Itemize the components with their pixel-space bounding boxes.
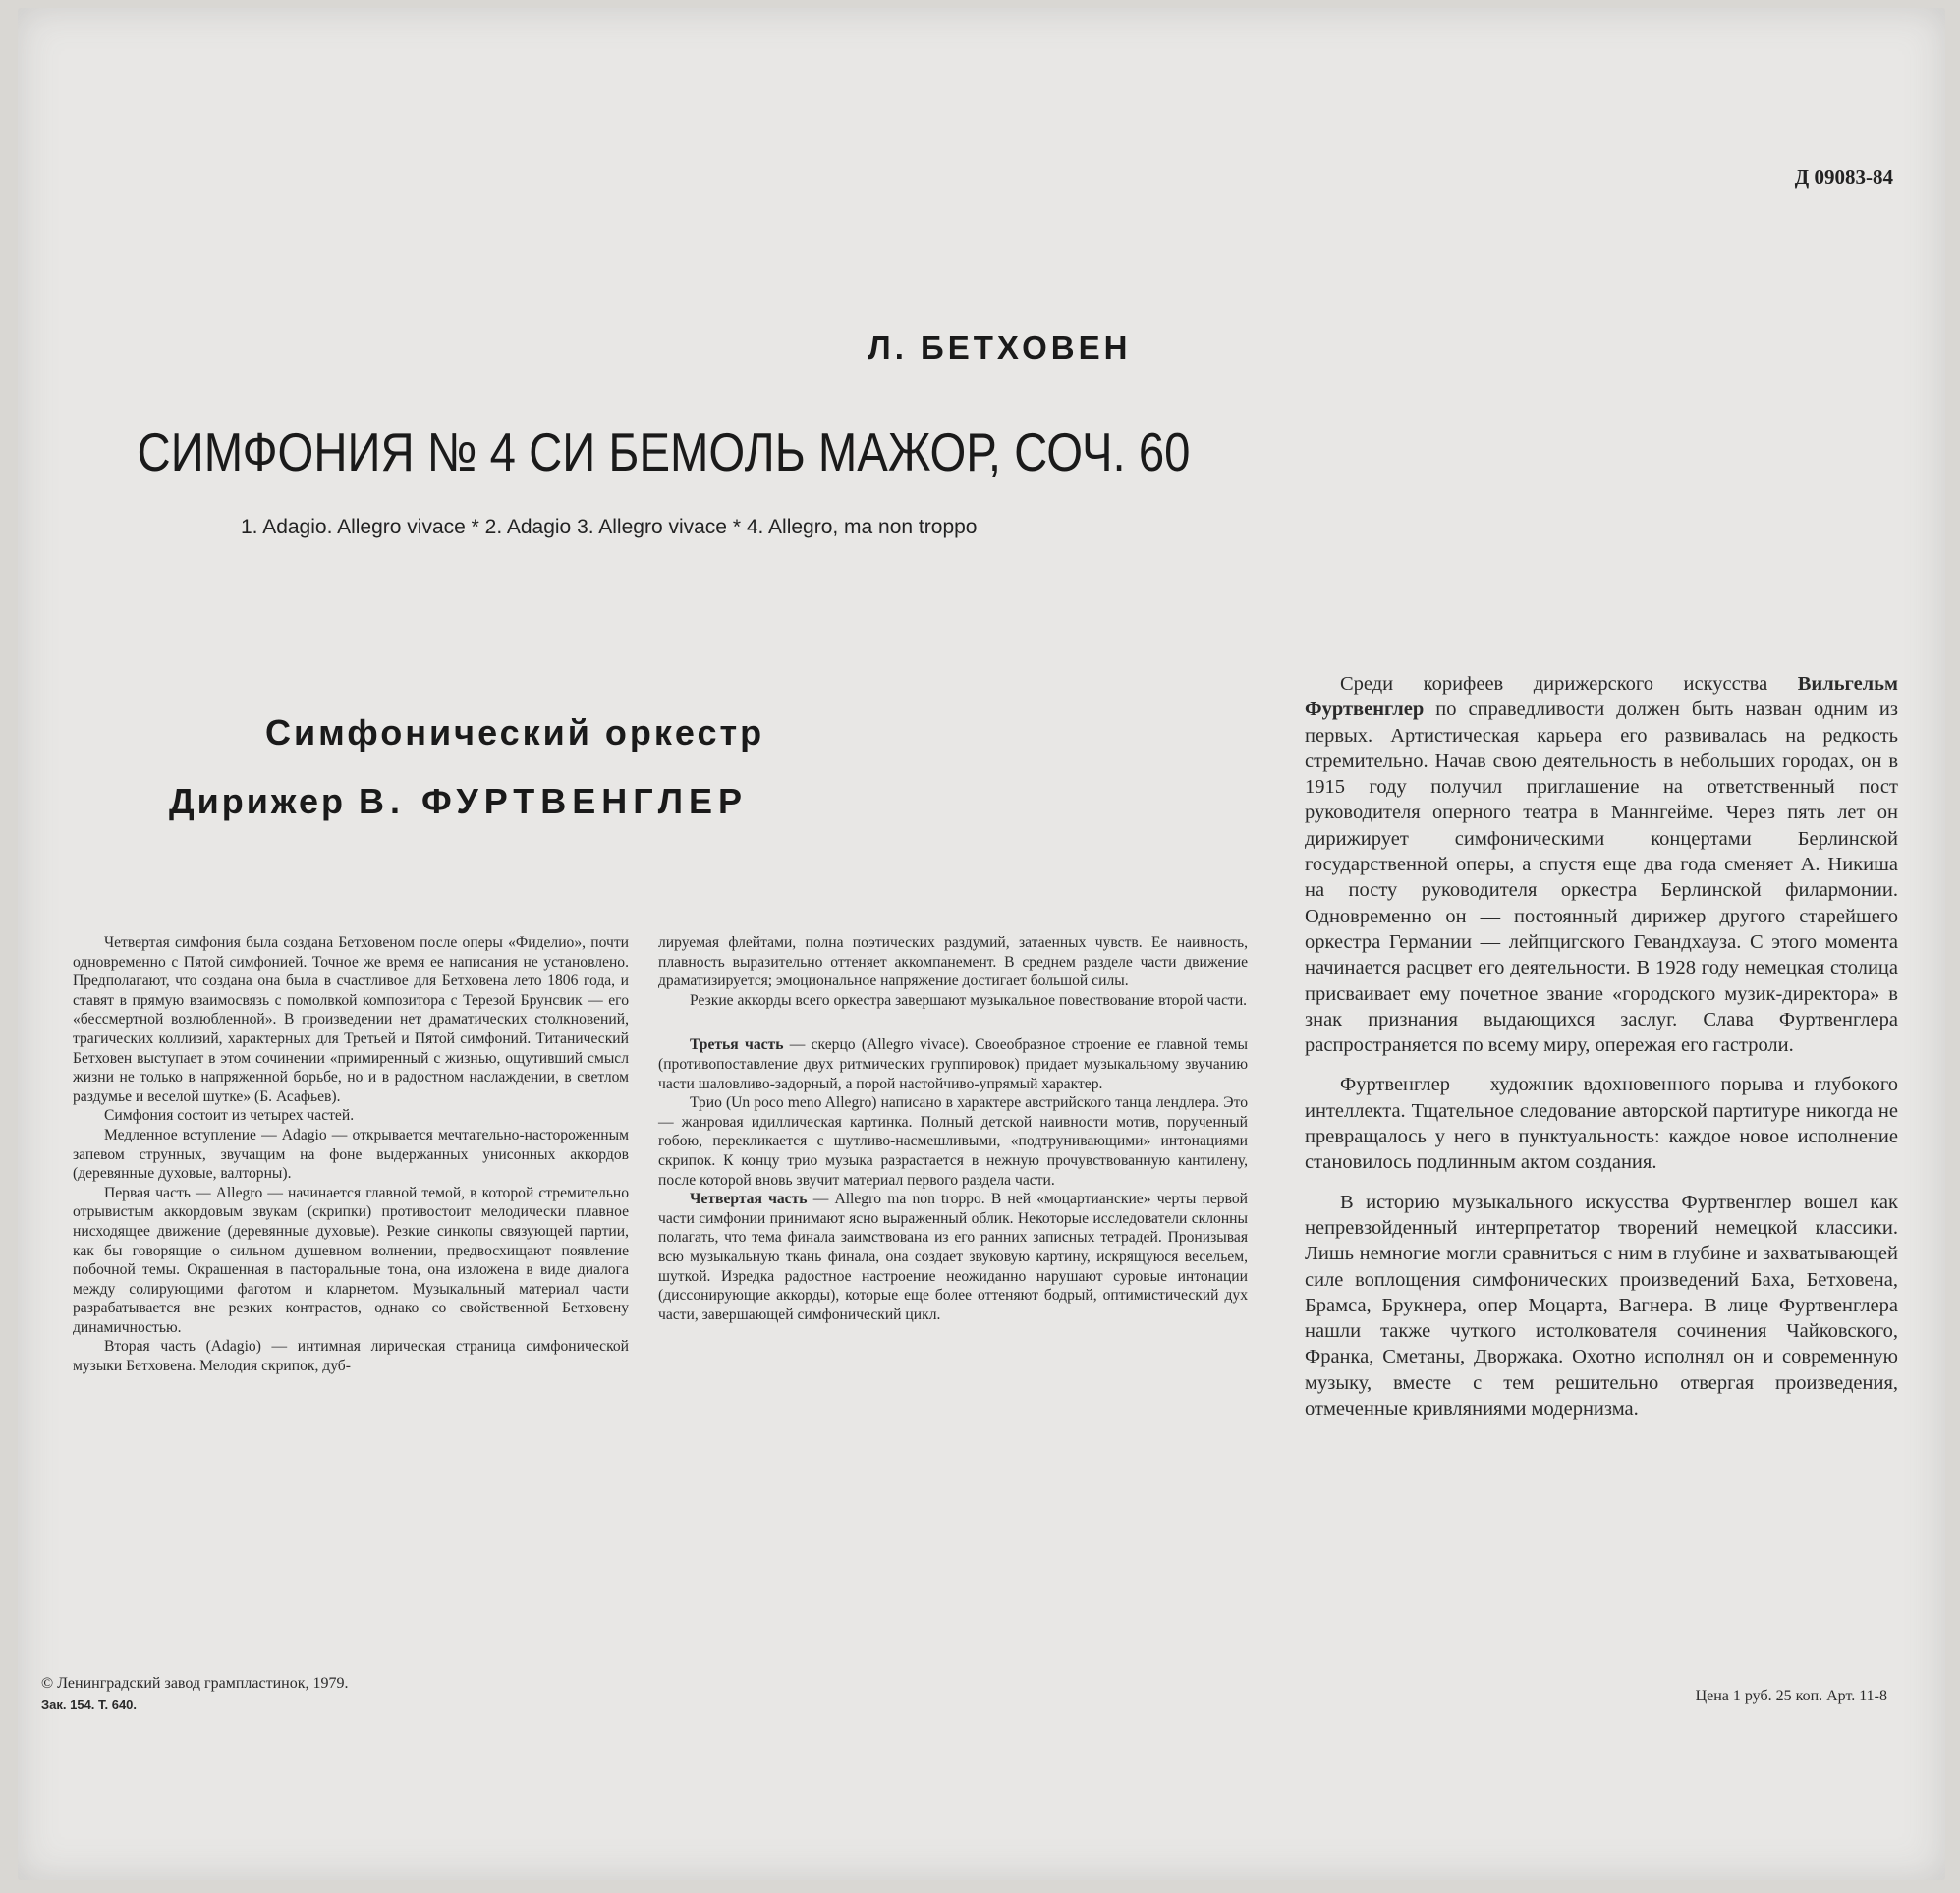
- notes-column-2: [658, 933, 1248, 1324]
- bio-text-start: Среди корифеев дирижерского искусства: [1340, 673, 1798, 695]
- fourth-movement-paragraph: [658, 1190, 1248, 1324]
- work-title: СИМФОНИЯ № 4 СИ БЕМОЛЬ МАЖОР, СОЧ. 60: [137, 421, 1191, 482]
- copyright-line: © Ленинградский завод грампластинок, 1979.: [41, 1675, 349, 1692]
- fourth-movement-text: — Allegro ma non troppo. В ней «моцартианские» черты первой части симфонии принимают ясно выраженный облик. Некоторые исследователи склонны полагать, что тема финала заимствована из его ранних записных тетрадей. Пронизывая всю музыкальную ткань финала, она создает звуковую картину, искрящуюся весельем, шуткой. Изредка радостное настроение неожиданно нарушают суровые интонации (диссонирующие аккорды), которые еще более оттеняют бодрый, оптимистический дух части, завершающей симфонический цикл.: [658, 1191, 1248, 1323]
- notes-paragraph: Резкие аккорды всего оркестра завершают музыкальное повествование второй части.: [690, 991, 1248, 1009]
- bio-text-end: по справедливости должен быть назван одним из первых. Артистическая карьера его развивалась на редкость стремительно. Начав свою деятельность в небольших городах, он в 1915 году получил приглашение на ответственный пост руководителя оперного театра в Маннгейме. Через пять лет он дирижирует симфоническими концертами Берлинской государственной оперы, а спустя еще два года сменяет А. Никиша на посту руководителя оркестра Берлинской филармонии. Одновременно он — постоянный дирижер другого старейшего оркестра Германии — лейпцигского Гевандхауза. С этого момента начинается расцвет его деятельности. В 1928 году немецкая столица присваивает ему почетное звание «городского музик-директора» в знак признания выдающихся заслуг. Слава Фуртвенглера распространяется по всему миру, опережая его гастроли.: [1305, 698, 1898, 1057]
- conductor-bio-paragraph: В историю музыкального искусства Фуртвенглер вошел как непревзойденный интерпретатор творений немецкой классики. Лишь немногие могли сравниться с ним в глубине и захватывающей силе воплощения симфонических произведений Баха, Бетховена, Брамса, Брукнера, опер Моцарта, Вагнера. В лице Фуртвенглера нашли также чуткого истолкователя сочинения Чайковского, Франка, Сметаны, Дворжака. Охотно исполнял он и современную музыку, вместе с тем решительно отвергая произведения, отмеченные кривляниями модернизма.: [1305, 1191, 1898, 1420]
- notes-paragraph: Симфония состоит из четырех частей.: [104, 1107, 355, 1125]
- bio-conductor-name: Вильгельм Фуртвенглер: [1305, 673, 1898, 721]
- notes-paragraph: Первая часть — Allegro — начинается главной темой, в которой стремительно отрывистым аккордовым звукам (скрипки) противостоит мелодически плавное нисходящее движение (деревянные духовые). Резкие синкопы связующей партии, как бы говорящие о сильном душевном волнении, предвосхищают появление побочной темы. Окрашенная в пасторальные тона, она изложена в виде диалога между солирующими фаготом и кларнетом. Музыкальный материал части разрабатывается вне резких контрастов, однако со свойственной Бетховену динамичностью.: [73, 1184, 629, 1336]
- third-movement-text: — скерцо (Allegro vivace). Своеобразное строение ее главной темы (противопоставление двух ритмических группировок) придает музыкальному звучанию части шаловливо-задорный, а порой настойчиво-упрямый характер.: [658, 1036, 1248, 1092]
- conductor-name: В. ФУРТВЕНГЛЕР: [358, 781, 749, 821]
- third-movement-label: Третья часть: [690, 1036, 784, 1054]
- notes-column-1: [73, 933, 629, 1376]
- movements-list: 1. Adagio. Allegro vivace * 2. Adagio 3. Allegro vivace * 4. Allegro, ma non troppo: [241, 516, 978, 538]
- notes-paragraph: лируемая флейтами, полна поэтических раздумий, затаенных чувств. Ее наивность, плавность выразительно оттеняет аккомпанемент. В среднем разделе части движение драматизируется; эмоциональное напряжение достигает большой силы.: [658, 934, 1248, 990]
- notes-paragraph: Четвертая симфония была создана Бетховеном после оперы «Фиделио», почти одновременно с Пятой симфонией. Точное же время ее написания не установлено. Предполагают, что создана она была в счастливое для Бетховена лето 1806 года, и ставят в прямую взаимосвязь с помолвкой композитора с Терезой Брунсвик — его «бессмертной возлюбленной». В произведении нет драматических столкновений, трагических коллизий, характерных для Третьей и Пятой симфоний. Титанический Бетховен выступает в этом сочинении «примиренный с жизнью, ощутивший смысл жизни не только в напряженной борьбе, но и в радостном наслаждении, в светлом раздумье и веселой шутке» (Б. Асафьев).: [73, 934, 629, 1105]
- order-number: Зак. 154. Т. 640.: [41, 1698, 138, 1712]
- conductor-bio-paragraph: Фуртвенглер — художник вдохновенного порыва и глубокого интеллекта. Тщательное следование авторской партитуре никогда не превращалось у него в пунктуальность: каждое новое исполнение становилось подлинным актом создания.: [1305, 1074, 1898, 1174]
- conductor-prefix: Дирижер: [169, 781, 346, 821]
- conductor-line: [169, 781, 748, 822]
- third-movement-paragraph: [658, 1035, 1248, 1093]
- catalog-number: Д 09083-84: [1794, 165, 1893, 189]
- composer-name: Л. БЕТХОВЕН: [868, 329, 1132, 365]
- notes-paragraph: Вторая часть (Adagio) — интимная лирическая страница симфонической музыки Бетховена. Мелодия скрипок, дуб-: [73, 1338, 629, 1375]
- price-line: Цена 1 руб. 25 коп. Арт. 11-8: [1695, 1688, 1887, 1704]
- notes-paragraph: Медленное вступление — Adagio — открывается мечтательно-настороженным запевом струнных, звучащим на фоне выдержанных унисонных аккордов (деревянные духовые, валторны).: [73, 1126, 629, 1183]
- orchestra-name: Симфонический оркестр: [265, 712, 765, 752]
- notes-column-3: [1305, 671, 1898, 1421]
- conductor-bio-paragraph: [1305, 671, 1898, 1058]
- fourth-movement-label: Четвертая часть: [690, 1191, 808, 1208]
- trio-paragraph: Трио (Un poco meno Allegro) написано в характере австрийского танца лендлера. Это — жанровая идиллическая картинка. Полный детской наивности мотив, порученный гобою, перекликается с шутливо-насмешливыми, «подтрунивающими» интонациями скрипок. К концу трио музыка разрастается в нежную прочувствованную кантилену, после которой вновь звучит материал первого раздела части.: [658, 1094, 1248, 1189]
